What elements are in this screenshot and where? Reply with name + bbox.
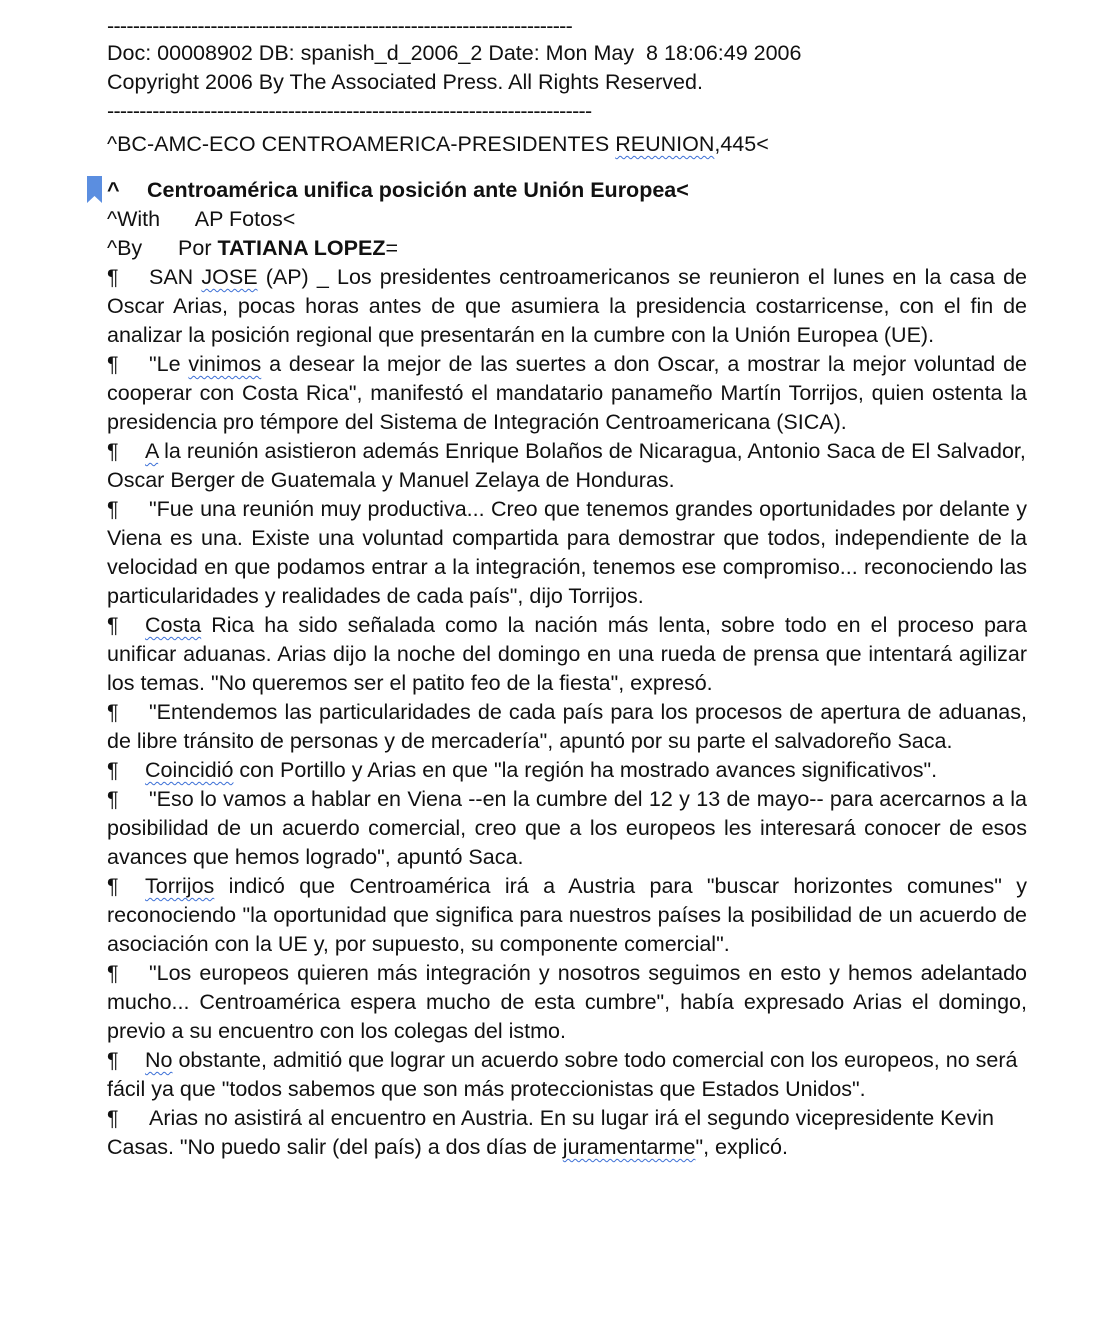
copyright-line: Copyright 2006 By The Associated Press. All Rights Reserved. [107, 70, 703, 94]
byline-author: TATIANA LOPEZ [217, 236, 386, 260]
pilcrow-icon: ¶ [107, 439, 119, 463]
paragraph-text: Rica ha sido señalada como la nación más lenta, sobre todo en el proceso para unificar aduanas. Arias dijo la noche del domingo en una rueda de prensa que intentará agilizar los temas. "No queremos ser el patito feo de la fiesta", expresó. [107, 613, 1027, 695]
paragraph [107, 611, 1027, 698]
paragraph [107, 350, 1027, 437]
paragraph [107, 959, 1027, 1046]
spellcheck-flag[interactable]: ¶ No [107, 1048, 172, 1072]
paragraph [107, 1104, 1027, 1162]
spellcheck-flag[interactable]: REUNION [615, 132, 715, 156]
spellcheck-flag[interactable]: JOSE [201, 265, 258, 289]
bookmark-icon[interactable] [87, 176, 102, 203]
pilcrow-icon: ¶ [107, 613, 119, 637]
paragraph-text: "Le [149, 352, 189, 376]
doc-info-line: Doc: 00008902 DB: spanish_d_2006_2 Date: Mon May 8 18:06:49 2006 [107, 41, 802, 65]
paragraph [107, 1046, 1027, 1104]
header-rule-bottom: --------------------------------------------------------------------------- [107, 99, 592, 123]
headline-block [107, 176, 1027, 205]
pilcrow-icon: ¶ [107, 787, 119, 811]
pilcrow-icon: ¶ [107, 265, 119, 289]
paragraph-text: ", explicó. [695, 1135, 788, 1159]
slug-suffix: ,445< [714, 132, 769, 156]
slug-prefix: ^BC-AMC-ECO CENTROAMERICA-PRESIDENTES [107, 132, 616, 156]
paragraph-text: la reunión asistieron además Enrique Bolaños de Nicaragua, Antonio Saca de El Salvador, Oscar Berger de Guatemala y Manuel Zelaya de Honduras. [107, 439, 1026, 492]
paragraph-text: "Eso lo vamos a hablar en Viena --en la cumbre del 12 y 13 de mayo-- para acercarnos a la posibilidad de un acuerdo comercial, creo que a los europeos les interesará conocer de esos avances que hemos logrado", apuntó Saca. [107, 787, 1027, 869]
pilcrow-icon: ¶ [107, 758, 119, 782]
paragraph [107, 785, 1027, 872]
paragraph-text: "Fue una reunión muy productiva... Creo que tenemos grandes oportunidades por delante y Viena es una. Existe una voluntad compartida para demostrar que todos, independiente de la velocidad en que podamos entrar a la integración, tenemos ese compromiso... reconociendo las particularidades y realidades de cada país", dijo Torrijos. [107, 497, 1027, 608]
paragraph-text: obstante, admitió que lograr un acuerdo sobre todo comercial con los europeos, no será fácil ya que "todos sabemos que son más proteccionistas que Estados Unidos". [107, 1048, 1018, 1101]
pilcrow-icon: ¶ [107, 1106, 119, 1130]
pilcrow-icon: ¶ [107, 874, 119, 898]
paragraph-text: con Portillo y Arias en que "la región ha mostrado avances significativos". [233, 758, 938, 782]
paragraph [107, 437, 1027, 495]
pilcrow-icon: ¶ [107, 700, 119, 724]
paragraph [107, 872, 1027, 959]
spellcheck-flag[interactable]: ¶ Coincidió [107, 758, 233, 782]
pilcrow-icon: ¶ [107, 1048, 119, 1072]
paragraph-text: a desear la mejor de las suertes a don Oscar, a mostrar la mejor voluntad de cooperar con Costa Rica", manifestó el mandatario panameño Martín Torrijos, quien ostenta la presidencia pro témpore del Sistema de Integración Centroamericana (SICA). [107, 352, 1027, 434]
byline-prefix: ^By Por [107, 236, 218, 260]
paragraph-text: "Los europeos quieren más integración y nosotros seguimos en esto y hemos adelantado mucho... Centroamérica espera mucho de esta cumbre", había expresado Arias el domingo, previo a su encuentro con los colegas del istmo. [107, 961, 1027, 1043]
spellcheck-flag[interactable]: ¶ Costa [107, 613, 201, 637]
headline [107, 176, 1027, 205]
header-rule-top: ------------------------------------------------------------------------ [107, 14, 573, 38]
spellcheck-flag[interactable]: ¶ Torrijos [107, 874, 214, 898]
paragraph-text: indicó que Centroamérica irá a Austria para "buscar horizontes comunes" y reconociendo "la oportunidad que significa para nuestros países la posibilidad de un acuerdo de asociación con la UE y, por supuesto, su componente comercial". [107, 874, 1027, 956]
paragraph [107, 756, 1027, 785]
document-page [107, 12, 1027, 1162]
paragraph-text: Arias no asistirá al encuentro en Austria. En su lugar irá el segundo vicepresidente Kevin Casas. "No puedo salir (del país) a dos días de [107, 1106, 994, 1159]
paragraph-text: (AP) _ Los presidentes centroamericanos se reunieron el lunes en la casa de Oscar Arias, pocas horas antes de que asumiera la presidencia costarricense, con el fin de analizar la posición regional que presentarán en la cumbre con la Unión Europea (UE). [107, 265, 1027, 347]
headline-text: Centroamérica unifica posición ante Unión Europea< [147, 178, 689, 202]
spellcheck-flag[interactable]: ¶ A [107, 439, 158, 463]
paragraph-text: "Entendemos las particularidades de cada país para los procesos de apertura de aduanas, de libre tránsito de personas y de mercadería", apuntó por su parte el salvadoreño Saca. [107, 700, 1027, 753]
paragraph [107, 495, 1027, 611]
paragraph [107, 698, 1027, 756]
slug-line [107, 130, 1027, 159]
paragraph-text: SAN [149, 265, 202, 289]
byline [107, 234, 1027, 263]
headline-caret: ^ [107, 178, 120, 202]
pilcrow-icon: ¶ [107, 961, 119, 985]
paragraph [107, 263, 1027, 350]
pilcrow-icon: ¶ [107, 352, 119, 376]
pilcrow-icon: ¶ [107, 497, 119, 521]
spellcheck-flag[interactable]: vinimos [188, 352, 262, 376]
with-line: ^With AP Fotos< [107, 207, 296, 231]
byline-suffix: = [385, 236, 399, 260]
spellcheck-flag[interactable]: juramentarme [562, 1135, 696, 1159]
